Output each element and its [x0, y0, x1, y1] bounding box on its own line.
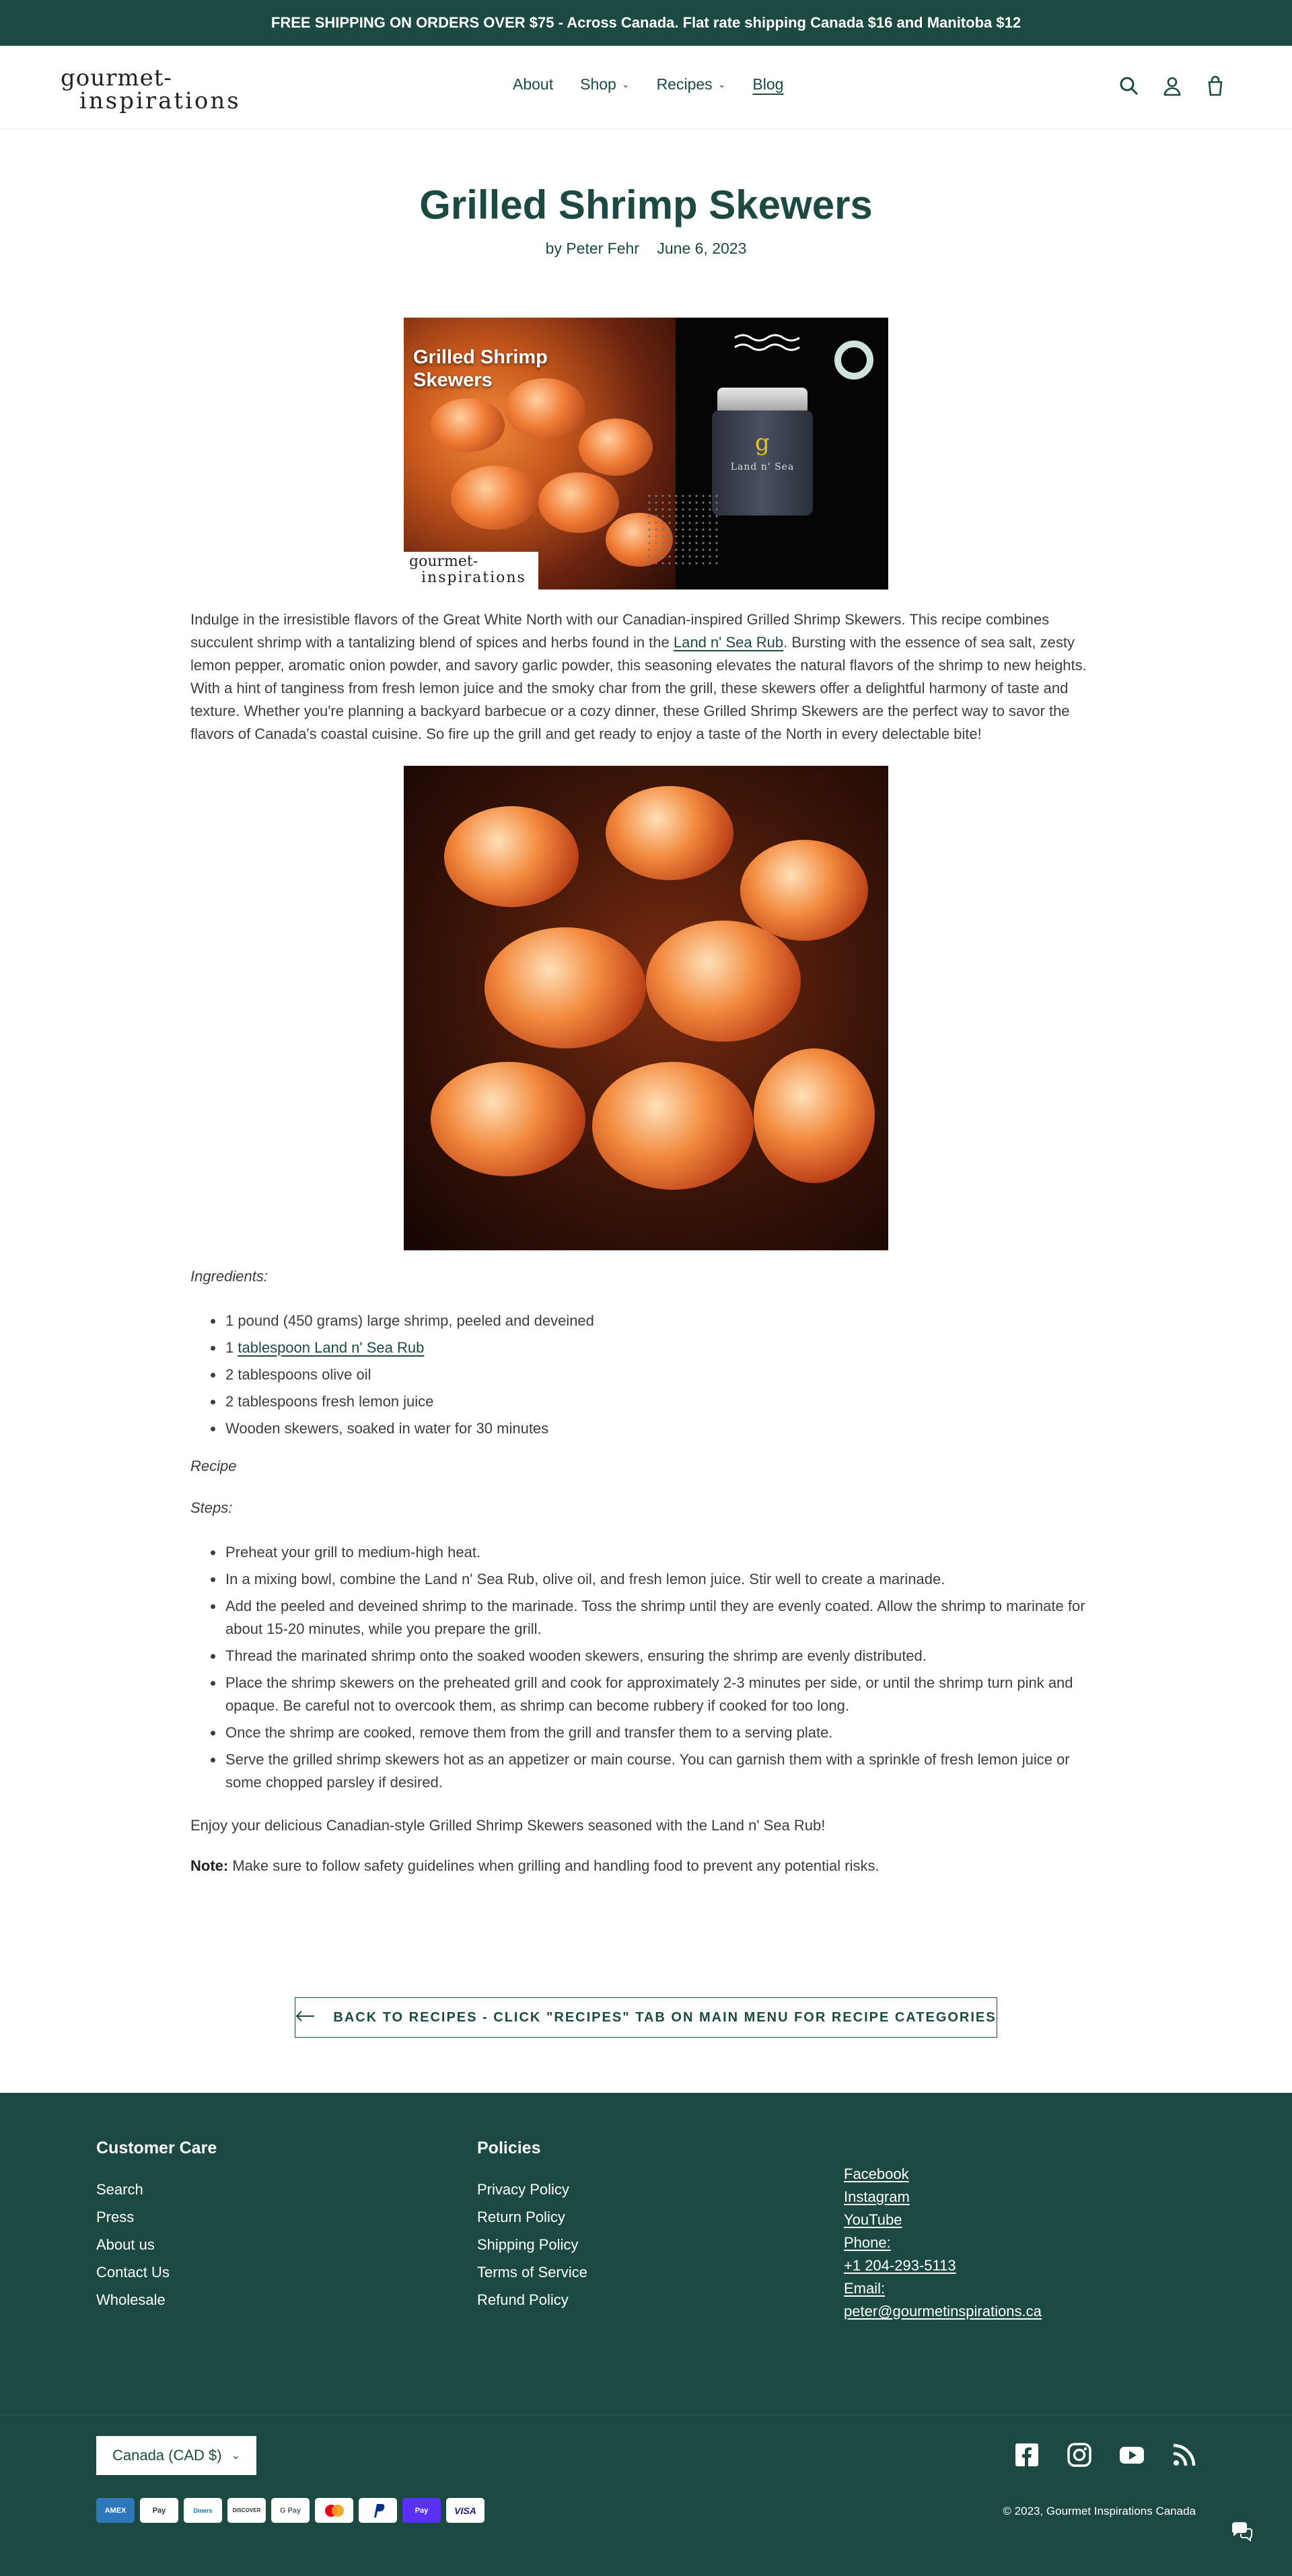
ingredient-text: 1 pound (450 grams) large shrimp, peeled and deveined	[225, 1312, 594, 1329]
instagram-icon[interactable]	[1066, 2441, 1093, 2468]
list-item: Serve the grilled shrimp skewers hot as an appetizer or main course. You can garnish them with a sprinkle of fresh lemon juice or some chopped parsley if desired.	[190, 1748, 1102, 1794]
site-footer	[0, 2093, 1292, 2576]
arrow-left-icon	[295, 2010, 316, 2026]
intro-paragraph	[190, 608, 1102, 746]
intro-text-2: . Bursting with the essence of sea salt, zesty lemon pepper, aromatic onion powder, and savory garlic powder, this seasoning elevates the natural flavors of the shrimp to new heights. With a hint of tanginess from fresh lemon juice and the smoky char from the grill, these skewers offer a delightful harmony of taste and texture. Whether you're planning a backyard barbecue or a cozy dinner, these Grilled Shrimp Skewers are the perfect way to savor the flavors of Canada's coastal cuisine. So fire up the grill and get ready to enjoy a taste of the North in every delectable bite!	[190, 634, 1087, 742]
waves-decoration	[733, 331, 801, 361]
ingredient-text: 2 tablespoons fresh lemon juice	[225, 1393, 434, 1410]
site-header	[0, 46, 1292, 129]
chevron-down-icon: ⌄	[621, 79, 630, 90]
copyright: © 2023, Gourmet Inspirations Canada	[1003, 2505, 1196, 2517]
chat-icon[interactable]	[1225, 2513, 1258, 2546]
jar-label: Land n' Sea	[730, 462, 795, 472]
footer-heading: Policies	[477, 2139, 541, 2157]
note-label: Note:	[190, 1857, 229, 1874]
steps-list	[190, 1541, 1102, 1798]
ingredients-label: Ingredients:	[190, 1268, 268, 1285]
announcement-text: FREE SHIPPING ON ORDERS OVER $75 - Across Canada. Flat rate shipping Canada $16 and Manitoba $12	[271, 14, 1021, 31]
apple-pay-icon: Pay	[140, 2498, 178, 2523]
youtube-link[interactable]: YouTube	[844, 2211, 902, 2228]
nav-item-shop[interactable]	[580, 75, 629, 94]
footer-link-about[interactable]: About us	[96, 2236, 155, 2253]
steps-label: Steps:	[190, 1499, 233, 1516]
rub-ingredient-link[interactable]: tablespoon Land n' Sea Rub	[238, 1339, 425, 1356]
cart-icon[interactable]	[1203, 74, 1227, 98]
logo-line-2: inspirations	[79, 87, 241, 114]
footer-link-search[interactable]: Search	[96, 2181, 143, 2198]
footer-link-contact[interactable]: Contact Us	[96, 2264, 170, 2281]
logo-line-1: gourmet-	[61, 65, 172, 92]
list-item	[190, 1336, 1102, 1359]
nav-label: About	[513, 75, 554, 93]
hero-image	[404, 318, 888, 589]
land-n-sea-rub-link[interactable]: Land n' Sea Rub	[673, 634, 784, 651]
ingredient-text: Wooden skewers, soaked in water for 30 minutes	[225, 1420, 549, 1437]
footer-link-terms[interactable]: Terms of Service	[477, 2264, 587, 2281]
list-item: Once the shrimp are cooked, remove them from the grill and transfer them to a serving plate.	[190, 1721, 1102, 1744]
social-icons	[1013, 2441, 1198, 2468]
list-item: Add the peeled and deveined shrimp to the marinade. Toss the shrimp until they are evenly coated. Allow the shrimp to marinate for about 15-20 minutes, while you prepare the grill.	[190, 1595, 1102, 1641]
chevron-down-icon: ⌄	[231, 2450, 241, 2462]
site-logo[interactable]	[59, 61, 241, 114]
country-selector[interactable]	[96, 2436, 256, 2475]
email-label: Email:	[844, 2280, 886, 2297]
list-item: In a mixing bowl, combine the Land n' Sea Rub, olive oil, and fresh lemon juice. Stir well to create a marinade.	[190, 1568, 1102, 1591]
payment-methods	[96, 2498, 485, 2523]
phone-link[interactable]: +1 204-293-5113	[844, 2257, 956, 2274]
recipe-label: Recipe	[190, 1458, 237, 1474]
footer-link-wholesale[interactable]: Wholesale	[96, 2291, 166, 2308]
footer-link-privacy[interactable]: Privacy Policy	[477, 2181, 569, 2198]
amex-icon: AMEX	[96, 2498, 135, 2523]
discover-icon: DISCOVER	[227, 2498, 266, 2523]
announcement-bar	[0, 0, 1292, 46]
youtube-icon[interactable]	[1118, 2441, 1145, 2468]
header-icons	[1117, 74, 1227, 98]
main-nav	[513, 75, 810, 94]
spice-jar	[712, 388, 813, 515]
shop-pay-icon: Pay	[402, 2498, 441, 2523]
article-date: June 6, 2023	[657, 240, 747, 257]
closing-paragraph: Enjoy your delicious Canadian-style Grilled Shrimp Skewers seasoned with the Land n' Sea Rub!	[190, 1817, 826, 1834]
footer-contact	[844, 2163, 1042, 2323]
instagram-link[interactable]: Instagram	[844, 2188, 910, 2205]
footer-link-shipping[interactable]: Shipping Policy	[477, 2236, 579, 2253]
diners-club-icon: Diners	[184, 2498, 222, 2523]
visa-icon: VISA	[446, 2498, 485, 2523]
note-paragraph	[190, 1855, 1102, 1877]
list-item	[190, 1363, 1102, 1386]
facebook-link[interactable]: Facebook	[844, 2166, 909, 2182]
note-text: Make sure to follow safety guidelines when grilling and handling food to prevent any potential risks.	[228, 1857, 880, 1874]
back-to-recipes-button[interactable]	[295, 1997, 997, 2038]
list-item: Preheat your grill to medium-high heat.	[190, 1541, 1102, 1564]
badge-line-2: inspirations	[421, 569, 526, 586]
google-pay-icon: G Pay	[271, 2498, 310, 2523]
nav-label: Blog	[752, 75, 784, 93]
shrimp-skewers-photo	[404, 766, 888, 1250]
back-button-label: BACK TO RECIPES - CLICK "RECIPES" TAB ON MAIN MENU FOR RECIPE CATEGORIES	[333, 2009, 997, 2025]
ingredient-text: 2 tablespoons olive oil	[225, 1366, 371, 1383]
list-item: Thread the marinated shrimp onto the soaked wooden skewers, ensuring the shrimp are evenly distributed.	[190, 1645, 1102, 1668]
nav-item-blog[interactable]	[752, 75, 783, 94]
list-item: Place the shrimp skewers on the preheated grill and cook for approximately 2-3 minutes per side, or until the shrimp turn pink and opaque. Be careful not to overcook them, as shrimp can become rubbery if cooked for too long.	[190, 1672, 1102, 1717]
phone-label: Phone:	[844, 2234, 891, 2251]
ingredient-prefix: 1	[225, 1339, 238, 1356]
email-link[interactable]: peter@gourmetinspirations.ca	[844, 2303, 1042, 2320]
footer-link-return[interactable]: Return Policy	[477, 2209, 565, 2225]
hero-overlay-title: Grilled Shrimp Skewers	[413, 347, 548, 391]
ingredients-list	[190, 1310, 1102, 1444]
paypal-icon	[359, 2498, 397, 2523]
footer-link-press[interactable]: Press	[96, 2209, 135, 2225]
list-item	[190, 1310, 1102, 1332]
article-author: by Peter Fehr	[545, 240, 639, 257]
article-byline	[0, 240, 1292, 258]
rss-icon[interactable]	[1171, 2441, 1198, 2468]
footer-divider	[0, 2414, 1292, 2415]
nav-label: Recipes	[656, 75, 713, 93]
mastercard-icon	[315, 2498, 353, 2523]
hero-logo-badge	[404, 552, 538, 589]
account-icon[interactable]	[1160, 74, 1184, 98]
footer-heading: Customer Care	[96, 2139, 217, 2157]
footer-policies	[477, 2139, 587, 2314]
nav-item-about[interactable]	[513, 75, 553, 94]
country-selector-label: Canada (CAD $)	[112, 2447, 222, 2464]
chevron-down-icon: ⌄	[717, 79, 726, 90]
list-item	[190, 1417, 1102, 1440]
jar-letter: g	[755, 429, 770, 456]
footer-link-refund[interactable]: Refund Policy	[477, 2291, 569, 2308]
list-item	[190, 1390, 1102, 1413]
nav-item-recipes[interactable]	[657, 75, 726, 94]
badge-line-1: gourmet-	[409, 553, 478, 570]
search-icon[interactable]	[1117, 74, 1141, 98]
ring-decoration	[834, 341, 873, 380]
dots-decoration	[646, 493, 720, 567]
footer-customer-care	[96, 2139, 217, 2314]
nav-label: Shop	[580, 75, 616, 93]
article-title: Grilled Shrimp Skewers	[419, 182, 873, 227]
facebook-icon[interactable]	[1013, 2441, 1040, 2468]
intro-text-1: Indulge in the irresistible flavors of the Great White North with our Canadian-inspired Grilled Shrimp Skewers. This recipe combines succulent shrimp with a tantalizing blend of spices and herbs found in the	[190, 611, 1050, 651]
